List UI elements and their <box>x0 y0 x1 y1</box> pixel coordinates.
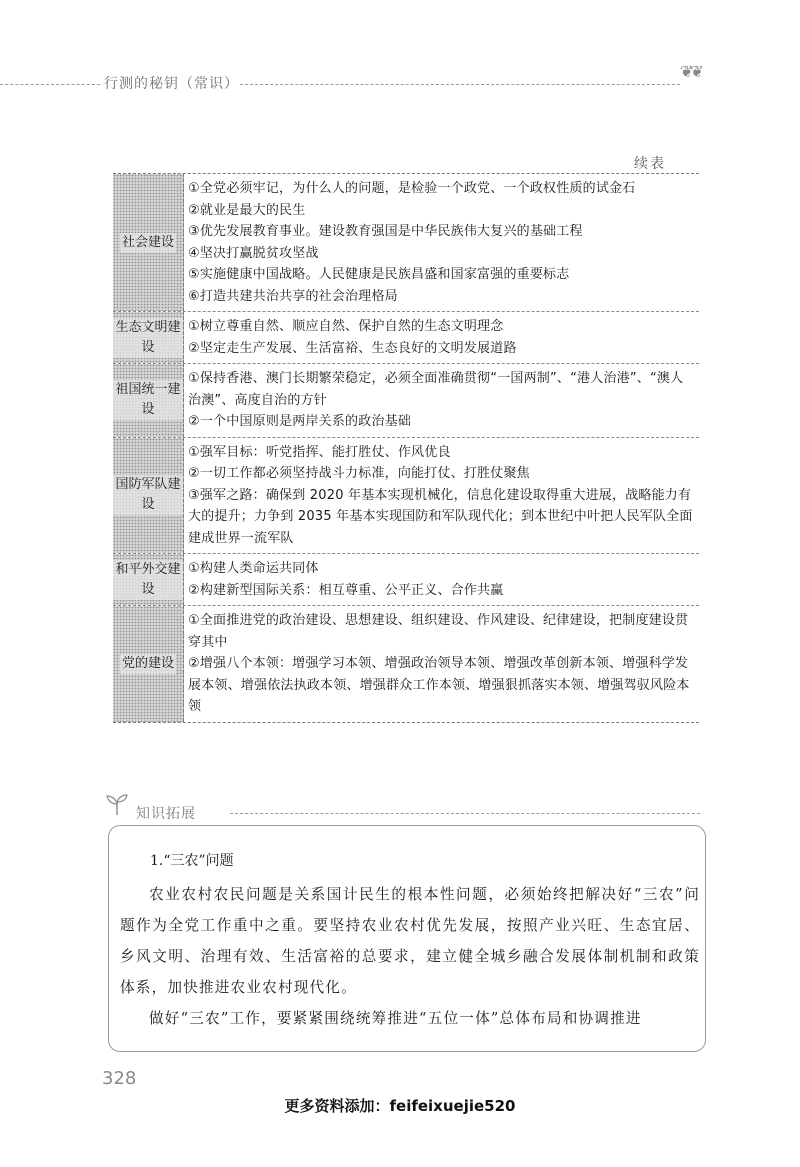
list-item: ②就业是最大的民生 <box>188 202 306 218</box>
table-row <box>113 438 699 555</box>
list-item: ①构建人类命运共同体 <box>188 561 319 576</box>
row-items <box>184 438 699 554</box>
paragraph: 做好“三农”工作，要紧紧围绕统筹推进“五位一体”总体布局和协调推进 <box>149 1010 642 1027</box>
row-items <box>184 554 699 605</box>
list-item: ①强军目标：听党指挥、能打胜仗、作风优良 <box>188 444 451 460</box>
list-item: ③优先发展教育事业。建设教育强国是中华民族伟大复兴的基础工程 <box>188 224 583 239</box>
list-item: ②一个中国原则是两岸关系的政治基础 <box>188 414 412 429</box>
list-item: ③强军之路：确保到 2020 年基本实现机械化，信息化建设取得重大进展，战略能力有大的提升；力争到 2035 年基本实现国防和军队现代化；到本世纪中叶把人民军队全面建成世界一流军队 <box>188 487 693 546</box>
table-row <box>113 554 699 606</box>
list-item: ⑥打造共建共治共享的社会治理格局 <box>188 288 398 304</box>
subheading: 1.“三农”问题 <box>150 853 234 869</box>
running-title: 行测的秘钥（常识） <box>104 76 239 92</box>
row-category: 社会建设 <box>113 174 184 311</box>
row-category: 生态文明建设 <box>113 312 184 363</box>
row-items <box>184 174 699 311</box>
table-row <box>113 364 699 438</box>
list-item: ①保持香港、澳门长期繁荣稳定，必须全面准确贯彻“一国两制”、“港人治港”、“澳人治澳”、高度自治的方针 <box>188 371 684 408</box>
footer-ad-text: 更多资料添加：feifeixuejie520 <box>284 1097 516 1115</box>
row-category: 国防军队建设 <box>113 438 184 554</box>
list-item: ①全党必须牢记，为什么人的问题，是检验一个政党、一个政权性质的试金石 <box>188 181 636 196</box>
list-item: ②构建新型国际关系：相互尊重、公平正义、合作共赢 <box>188 582 504 598</box>
row-items <box>184 364 699 437</box>
row-items <box>184 312 699 363</box>
list-item: ⑤实施健康中国战略。人民健康是民族昌盛和国家富强的重要标志 <box>188 267 570 282</box>
section-title: 知识拓展 <box>136 806 196 822</box>
row-category: 祖国统一建设 <box>113 364 184 437</box>
paragraph: 农业农村农民问题是关系国计民生的根本性问题，必须始终把解决好“三农”问题作为全党工作重中之重。要坚持农业农村优先发展，按照产业兴旺、生态宜居、乡风文明、治理有效、生活富裕的总要求，建立健全城乡融合发展体制机制和政策体系，加快推进农业农村现代化。 <box>120 886 700 996</box>
page-number: 328 <box>102 1068 137 1089</box>
list-item: ②一切工作都必须坚持战斗力标准，向能打仗、打胜仗聚焦 <box>188 466 530 481</box>
sprout-icon <box>104 792 130 816</box>
summary-table <box>113 173 699 723</box>
list-item: ①全面推进党的政治建设、思想建设、组织建设、作风建设、纪律建设，把制度建设贯穿其中 <box>188 613 689 650</box>
table-row <box>113 606 699 722</box>
row-category: 和平外交建设 <box>113 554 184 605</box>
list-item: ①树立尊重自然、顺应自然、保护自然的生态文明理念 <box>188 319 504 334</box>
continued-label: 续表 <box>634 156 666 172</box>
row-items <box>184 606 699 722</box>
section-rule <box>230 813 700 814</box>
table-row <box>113 174 699 312</box>
header-rule-left <box>0 84 100 85</box>
row-category: 党的建设 <box>113 606 184 722</box>
table-row <box>113 312 699 364</box>
leaf-ornament-icon: ❦❦ <box>680 62 701 81</box>
list-item: ④坚决打赢脱贫攻坚战 <box>188 245 319 261</box>
list-item: ②坚定走生产发展、生活富裕、生态良好的文明发展道路 <box>188 340 517 356</box>
header-rule-right <box>240 84 680 85</box>
list-item: ②增强八个本领：增强学习本领、增强政治领导本领、增强改革创新本领、增强科学发展本领、增强依法执政本领、增强群众工作本领、增强狠抓落实本领、增强驾驭风险本领 <box>188 656 690 714</box>
